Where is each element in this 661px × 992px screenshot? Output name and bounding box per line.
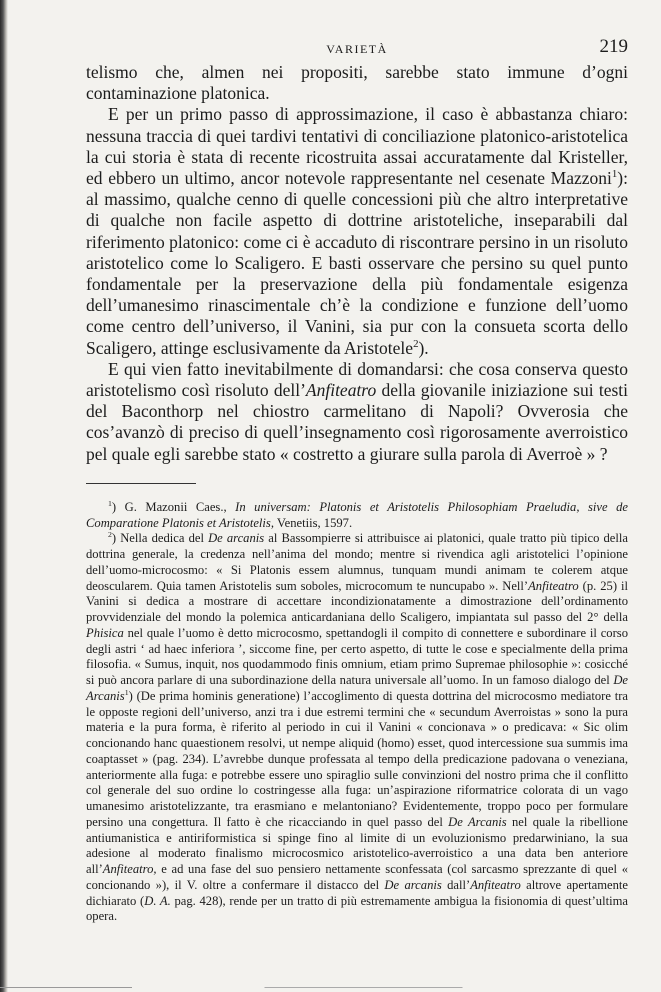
footnote-2: $^2$) Nella dedica del De arcanis al Bassompierre si attribuisce ai platonici, quale tratto più tipico della dottrina generale, la credenza nell’anima del mondo; mentre si rivendica agli aristotelici l’opinione dell’uomo-microcosmo: « Si Platonis essem alumnus, tunquam mundi animam te colerem atque deoscularem. Quia tamen Aristotelis sum soboles, microcomum te nuncupabo ». Nell’Anfiteatro (p. 25) il Vanini si dedica a mostrare di accettare incondizionatamente a dimostrazione dell’ordinamento provvidenziale del mondo la polemica anticardaniana dello Scaligero, impiantata sul passo del 2° della Phisica nel quale l’uomo è detto microcosmo, spettandogli il compito di connettere e subordinare il corso degli astri ‘ ad haec inferiora ’, siccome fine, per certo aspetto, di tutte le cose e specialmente della prima filosofia. « Sumus, inquit, nos quodammodo finis omnium, etiam primo Supremae philosophie »: cosicché si può ancora parlare di una subordinazione della natura universale all’uomo. In un famoso dialogo del De Arcanis$^1$) (De prima hominis generatione) l’accoglimento di questa dottrina del microcosmo mediatore tra le opposte regioni dell’universo, anzi tra i due estremi termini che « secundum Averroistas » sono la pura materia e la pura forma, è riferito al periodo in cui il Vanini « concionava » o predicava: « Sic olim concionando hanc quaestionem resolvi, ut nempe aliquid (homo) esset, quod intercessione sua summis ima coaptasset » (pag. 234). L’avrebbe dunque professata al tempo della predicazione padovana o veneziana, anteriormente alla fuga: e potrebbe essere uno spiraglio sulle convinzioni del nostro prima che il conflitto col generale del suo ordine lo costringesse alla fuga: un’aspirazione riformatrice colorata di un vago umanesimo aristotelizzante, tra erasmiano e melantoniano? Evidentemente, troppo poco per formulare persino una congettura. Il fatto è che ricacciando in quel passo del De Arcanis nel quale la ribellione antiumanistica e antiriformistica si spinge fino al limite di un evoluzionismo predarwiniano, la sua adesione al moderato finalismo microcosmico aristotelico-averroistico a una data ben anteriore all’Anfiteatro, e ad una fase del suo pensiero nettamente sconfessata (col sarcasmo sprezzante di quel « concionando »), il V. oltre a confermare il distacco del De arcanis dall’Anfiteatro altrove apertamente dichiarato (D. A. pag. 428), rende per un tratto di più estremamente ambigua la fisionomia di quest’ultima opera. bbox=[86, 530, 629, 924]
bottom-edge-line bbox=[0, 987, 661, 988]
body-text bbox=[86, 62, 628, 465]
footnote-ref-2[interactable]: 2 bbox=[413, 337, 419, 350]
footnote-ref-1[interactable]: 1 bbox=[611, 168, 618, 181]
footnotes bbox=[86, 500, 628, 925]
page-number: 219 bbox=[599, 36, 628, 57]
footnote-1: $^1$) G. Mazonii Caes., In universam: Platonis et Aristotelis Philosophiam Praeludia, sive de Comparatione Platonis et Aristotelis, Venetiis, 1597. bbox=[86, 498, 628, 530]
running-head bbox=[86, 36, 628, 62]
footnote-separator bbox=[86, 483, 196, 484]
paragraph-2: E per un primo passo di approssimazione, il caso è abbastanza chiaro: nessuna traccia di quei tardivi tentativi di conciliazione platonico-aristotelica la cui storia è stata di recente ricostruita assai accuratamente dal Kristeller, ed ebbero un ultimo, ancor notevole rappresentante nel cesenate Mazzoni$^1$): al massimo, qualche cenno di quelle concessioni più che altro interpretative di qualche non facile aspetto di dottrine aristoteliche, inseparabili dal riferimento platonico: come ci è accaduto di riscontrare persino in un risoluto aristotelico come lo Scaligero. E basti osservare che persino su quel punto fondamentale per la preservazione della più fondamentale esigenza dell’umanesimo rinascimentale ch’è la condizione e funzione dell’uomo come centro dell’universo, il Vanini, sia pur con la consueta scorta dello Scaligero, attinge esclusivamente da Aristotele$^2$). bbox=[86, 104, 628, 358]
running-title: VARIETÀ bbox=[326, 42, 388, 56]
book-spine-shadow bbox=[0, 0, 8, 992]
paragraph-1: telismo che, almen nei propositi, sarebbe stato immune d’ogni contaminazione platonica. bbox=[86, 62, 628, 104]
book-page bbox=[86, 36, 628, 925]
paragraph-3: E qui vien fatto inevitabilmente di domandarsi: che cosa conserva questo aristotelismo così risoluto dell’Anfiteatro della giovanile iniziazione sui testi del Baconthorp nel chiostro carmelitano di Napoli? Ovverosia che cos’avanzò di preciso di quell’insegnamento così rigorosamente averroistico pel quale egli sarebbe stato « costretto a giurare sulla parola di Averroè » ? bbox=[86, 358, 628, 464]
